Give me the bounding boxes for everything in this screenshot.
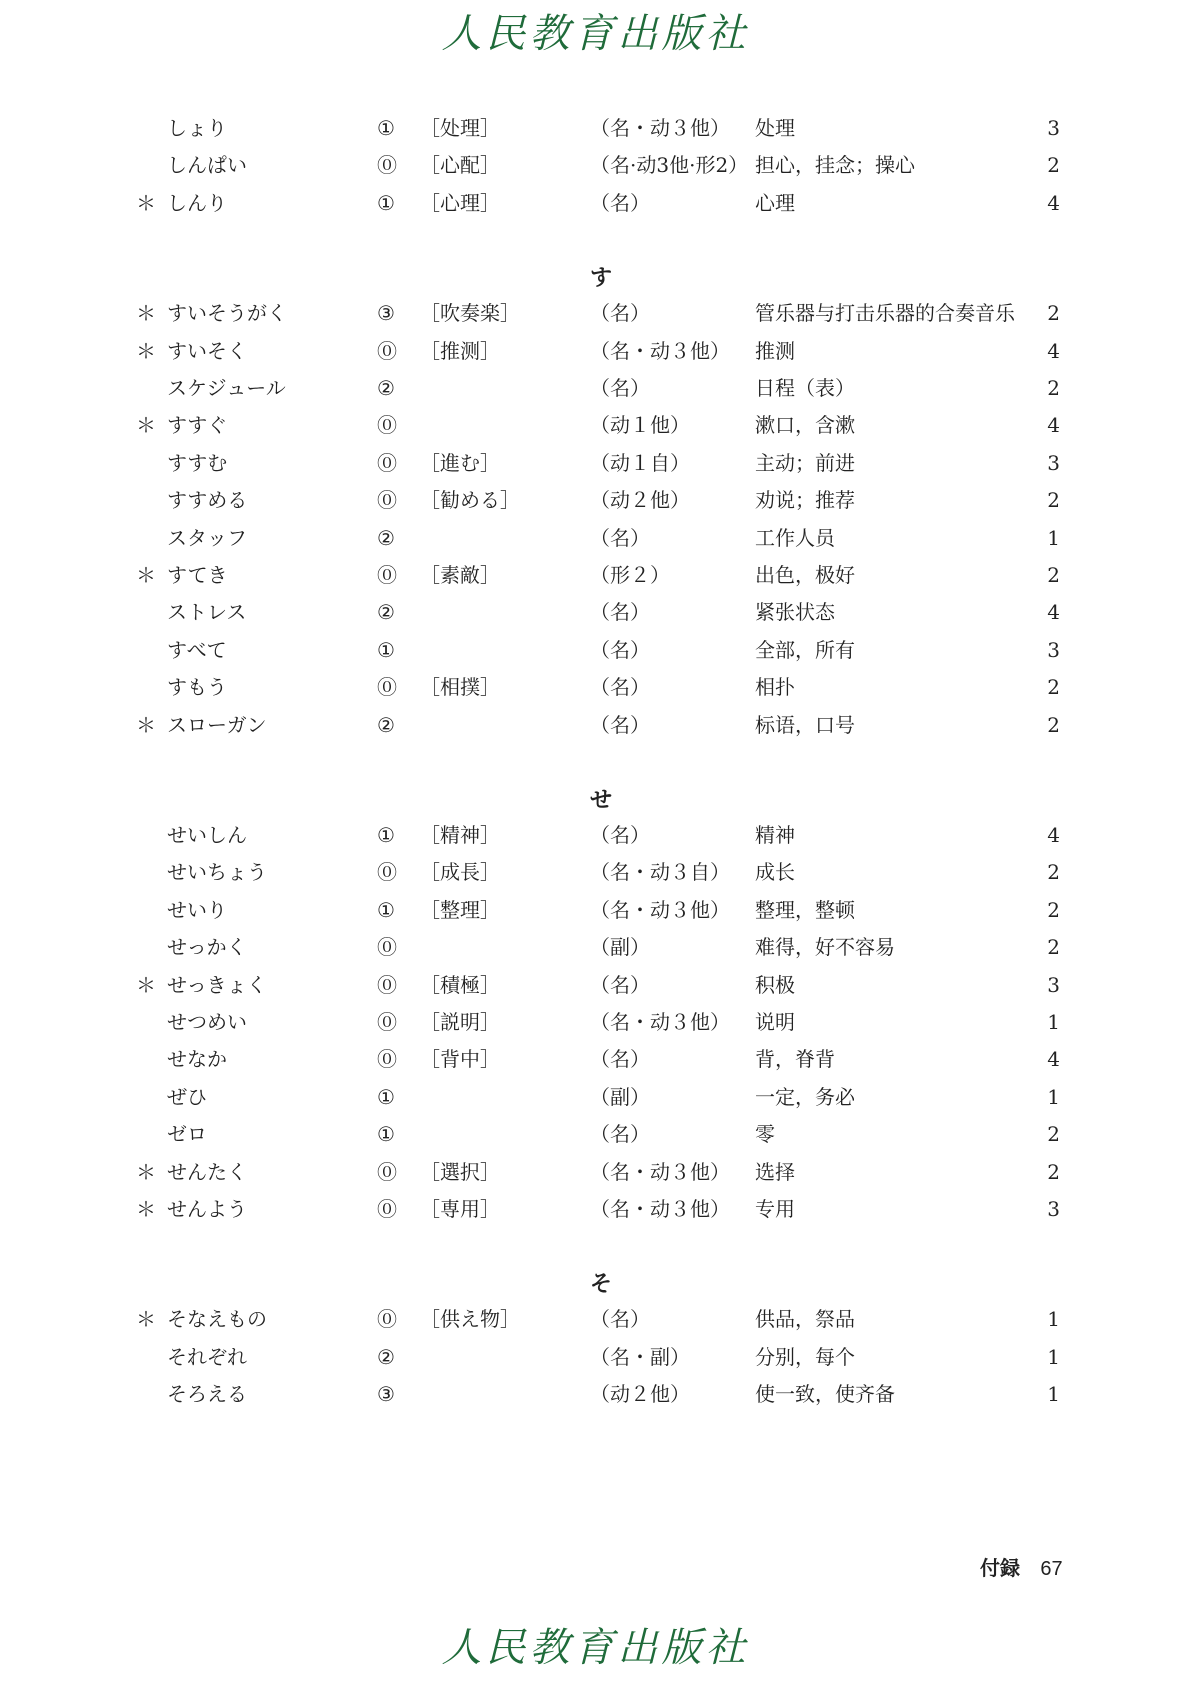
entry-pos: （名）	[590, 525, 650, 550]
entry-star: ＊	[136, 712, 156, 737]
entry-kanji: ［供え物］	[420, 1307, 520, 1332]
entry-meaning: 主动；前进	[755, 450, 855, 475]
entry-reading: せいり	[167, 897, 227, 922]
entry-level: 2	[1047, 712, 1060, 737]
entry-meaning: 担心，挂念；操心	[755, 153, 915, 178]
entry-accent: ⓪	[377, 1197, 397, 1221]
entry-pos: （名）	[590, 972, 650, 997]
entry-pos: （名）	[590, 1307, 650, 1332]
entry-reading: すすむ	[167, 450, 228, 475]
entry-meaning: 一定，务必	[755, 1084, 855, 1109]
entry-reading: すもう	[167, 675, 227, 700]
entry-reading: ぜひ	[167, 1084, 207, 1109]
entry-meaning: 积极	[755, 972, 795, 997]
entry-level: 2	[1047, 301, 1060, 326]
entry-meaning: 背，脊背	[755, 1047, 835, 1072]
entry-level: 4	[1047, 823, 1060, 847]
entry-accent: ⓪	[377, 972, 397, 997]
entry-kanji: ［素敵］	[420, 563, 500, 587]
entry-kanji: ［心配］	[420, 153, 500, 178]
entry-meaning: 供品，祭品	[755, 1307, 855, 1332]
entry-accent: ②	[377, 376, 395, 400]
entry-meaning: 出色，极好	[755, 563, 855, 587]
entry-meaning: 使一致，使齐备	[755, 1382, 895, 1407]
entry-accent: ①	[377, 1122, 395, 1147]
entry-accent: ①	[377, 1084, 395, 1109]
entry-reading: せっきょく	[167, 972, 267, 997]
entry-level: 2	[1047, 675, 1060, 700]
vocab-entry	[0, 1304, 1191, 1334]
vocab-entry	[0, 932, 1191, 962]
entry-pos: （名）	[590, 637, 650, 662]
entry-accent: ⓪	[377, 450, 397, 475]
entry-level: 1	[1047, 525, 1060, 550]
entry-pos: （动１自）	[590, 450, 690, 475]
entry-level: 2	[1047, 376, 1060, 400]
entry-kanji: ［進む］	[420, 450, 500, 475]
vocab-entry	[0, 1044, 1191, 1074]
vocab-entry	[0, 970, 1191, 1000]
publisher-logo-bottom: 人民教育出版社	[441, 1625, 750, 1671]
entry-reading: せなか	[167, 1047, 227, 1072]
entry-accent: ⓪	[377, 413, 397, 438]
entry-level: 1	[1047, 1307, 1060, 1332]
entry-reading: すすぐ	[167, 413, 228, 438]
footer-label: 付録	[980, 1556, 1020, 1580]
entry-accent: ⓪	[377, 1307, 397, 1332]
entry-meaning: 分别，每个	[755, 1344, 855, 1369]
entry-meaning: 说明	[755, 1010, 795, 1034]
entry-kanji: ［精神］	[420, 823, 500, 847]
entry-pos: （动１他）	[590, 413, 690, 438]
entry-accent: ①	[377, 116, 395, 140]
entry-pos: （名）	[590, 675, 650, 700]
page-footer	[980, 1553, 1063, 1584]
entry-reading: そなえもの	[167, 1307, 267, 1332]
entry-star: ＊	[136, 1307, 156, 1332]
entry-level: 1	[1047, 1084, 1060, 1109]
entry-kanji: ［積極］	[420, 972, 500, 997]
entry-star: ＊	[136, 190, 156, 215]
entry-pos: （名·动3他·形2）	[590, 153, 749, 178]
entry-reading: それぞれ	[167, 1344, 247, 1369]
entry-level: 1	[1047, 1344, 1060, 1369]
entry-accent: ⓪	[377, 1159, 397, 1184]
entry-kanji: ［選択］	[420, 1159, 500, 1184]
entry-meaning: 漱口，含漱	[755, 413, 855, 438]
entry-level: 2	[1047, 860, 1060, 885]
entry-meaning: 推测	[755, 338, 795, 363]
section-heading: す	[590, 265, 613, 292]
entry-meaning: 专用	[755, 1197, 795, 1221]
entry-pos: （名）	[590, 1047, 650, 1072]
entry-meaning: 全部，所有	[755, 637, 855, 662]
vocab-entry	[0, 1157, 1191, 1187]
entry-accent: ②	[377, 712, 395, 737]
section-heading: そ	[590, 1271, 613, 1298]
entry-reading: すすめる	[167, 488, 248, 513]
entry-meaning: 精神	[755, 823, 795, 847]
entry-star: ＊	[136, 1159, 156, 1184]
vocab-entry	[0, 1342, 1191, 1372]
entry-kanji: ［心理］	[420, 190, 500, 215]
entry-kanji: ［整理］	[420, 897, 500, 922]
vocab-entry	[0, 1082, 1191, 1112]
entry-kanji: ［相撲］	[420, 675, 500, 700]
vocab-entry	[0, 895, 1191, 925]
entry-accent: ⓪	[377, 675, 397, 700]
vocab-entry	[0, 188, 1191, 218]
entry-reading: スローガン	[167, 712, 267, 737]
vocab-entry	[0, 820, 1191, 850]
entry-pos: （名）	[590, 376, 650, 400]
entry-pos: （名・动３自）	[590, 860, 730, 885]
entry-pos: （动２他）	[590, 488, 690, 513]
entry-star: ＊	[136, 972, 156, 997]
entry-meaning: 选择	[755, 1159, 795, 1184]
vocab-entry	[0, 448, 1191, 478]
entry-accent: ⓪	[377, 860, 397, 885]
entry-accent: ⓪	[377, 935, 397, 960]
entry-meaning: 成长	[755, 860, 795, 885]
entry-accent: ⓪	[377, 338, 397, 363]
entry-pos: （形２）	[590, 563, 670, 587]
entry-meaning: 相扑	[755, 675, 795, 700]
entry-meaning: 管乐器与打击乐器的合奏音乐	[755, 301, 1015, 326]
entry-star: ＊	[136, 301, 156, 326]
entry-kanji: ［勧める］	[420, 488, 520, 513]
entry-pos: （动２他）	[590, 1382, 690, 1407]
entry-reading: しんぱい	[167, 153, 247, 178]
entry-accent: ③	[377, 301, 395, 326]
vocab-entry	[0, 336, 1191, 366]
entry-level: 3	[1047, 1197, 1060, 1221]
entry-accent: ⓪	[377, 153, 397, 178]
entry-pos: （名・动３他）	[590, 1159, 730, 1184]
entry-level: 4	[1047, 1047, 1060, 1072]
vocab-entry	[0, 150, 1191, 180]
entry-level: 3	[1047, 972, 1060, 997]
entry-level: 3	[1047, 116, 1060, 140]
vocab-entry	[0, 1119, 1191, 1149]
entry-accent: ②	[377, 525, 395, 550]
entry-reading: スタッフ	[167, 525, 247, 550]
entry-reading: すべて	[167, 637, 227, 662]
entry-kanji: ［説明］	[420, 1010, 500, 1034]
entry-meaning: 心理	[755, 190, 795, 215]
entry-reading: しんり	[167, 190, 227, 215]
entry-pos: （名・动３他）	[590, 338, 730, 363]
entry-meaning: 处理	[755, 116, 795, 140]
entry-accent: ①	[377, 190, 395, 215]
section-heading: せ	[590, 787, 613, 813]
entry-kanji: ［吹奏楽］	[420, 301, 520, 326]
vocab-entry	[0, 672, 1191, 702]
entry-accent: ①	[377, 637, 395, 662]
entry-level: 2	[1047, 897, 1060, 922]
entry-meaning: 标语，口号	[755, 712, 855, 737]
entry-reading: せいしん	[167, 823, 247, 847]
entry-pos: （名）	[590, 823, 650, 847]
entry-meaning: 工作人员	[755, 525, 835, 550]
vocab-entry	[0, 410, 1191, 440]
entry-meaning: 零	[755, 1122, 775, 1147]
entry-pos: （名）	[590, 600, 650, 625]
entry-accent: ⓪	[377, 1010, 397, 1034]
entry-meaning: 整理，整顿	[755, 897, 855, 922]
entry-level: 1	[1047, 1010, 1060, 1034]
entry-level: 4	[1047, 338, 1060, 363]
entry-reading: すてき	[167, 563, 228, 587]
entry-meaning: 难得，好不容易	[755, 935, 895, 960]
entry-reading: ストレス	[167, 600, 247, 625]
entry-reading: しょり	[167, 116, 227, 140]
entry-accent: ①	[377, 897, 395, 922]
entry-level: 4	[1047, 190, 1060, 215]
entry-reading: ゼロ	[167, 1122, 207, 1147]
entry-accent: ⓪	[377, 1047, 397, 1072]
vocab-entry	[0, 1007, 1191, 1037]
entry-pos: （名・动３他）	[590, 1010, 730, 1034]
entry-pos: （名・动３他）	[590, 897, 730, 922]
vocab-entry	[0, 597, 1191, 627]
entry-accent: ⓪	[377, 488, 397, 513]
entry-level: 2	[1047, 488, 1060, 513]
vocab-entry	[0, 523, 1191, 553]
entry-level: 1	[1047, 1382, 1060, 1407]
entry-pos: （名）	[590, 190, 650, 215]
entry-level: 2	[1047, 1122, 1060, 1147]
vocab-entry	[0, 113, 1191, 143]
vocab-entry	[0, 373, 1191, 403]
entry-level: 3	[1047, 637, 1060, 662]
entry-accent: ③	[377, 1382, 395, 1407]
entry-accent: ⓪	[377, 563, 397, 587]
entry-star: ＊	[136, 338, 156, 363]
entry-reading: せつめい	[167, 1010, 247, 1034]
entry-level: 2	[1047, 935, 1060, 960]
entry-reading: せいちょう	[167, 860, 267, 885]
entry-pos: （名・动３他）	[590, 1197, 730, 1221]
entry-kanji: ［成長］	[420, 860, 500, 885]
entry-reading: せんたく	[167, 1159, 247, 1184]
entry-reading: せんよう	[167, 1197, 247, 1221]
entry-kanji: ［推测］	[420, 338, 500, 363]
vocab-entry	[0, 560, 1191, 590]
page-number: 67	[1040, 1558, 1063, 1580]
vocab-entry	[0, 1379, 1191, 1409]
vocab-entry	[0, 485, 1191, 515]
entry-pos: （名）	[590, 1122, 650, 1147]
entry-kanji: ［専用］	[420, 1197, 500, 1221]
entry-meaning: 劝说；推荐	[755, 488, 855, 513]
entry-star: ＊	[136, 1197, 156, 1221]
entry-pos: （名・动３他）	[590, 116, 730, 140]
entry-pos: （名）	[590, 712, 650, 737]
entry-reading: せっかく	[167, 935, 247, 960]
entry-star: ＊	[136, 413, 156, 438]
entry-meaning: 日程（表）	[755, 376, 855, 400]
publisher-logo: 人民教育出版社	[441, 11, 750, 57]
vocab-entry	[0, 635, 1191, 665]
entry-accent: ②	[377, 600, 395, 625]
entry-level: 4	[1047, 413, 1060, 438]
entry-reading: すいそく	[167, 338, 247, 363]
entry-meaning: 紧张状态	[755, 600, 835, 625]
entry-pos: （副）	[590, 1084, 650, 1109]
entry-pos: （副）	[590, 935, 650, 960]
entry-pos: （名・副）	[590, 1344, 690, 1369]
entry-reading: スケジュール	[167, 376, 286, 400]
vocab-entry	[0, 298, 1191, 328]
entry-level: 2	[1047, 153, 1060, 178]
entry-reading: すいそうがく	[167, 301, 287, 326]
vocab-entry	[0, 1194, 1191, 1224]
entry-kanji: ［处理］	[420, 116, 500, 140]
entry-accent: ②	[377, 1344, 395, 1369]
entry-level: 2	[1047, 1159, 1060, 1184]
entry-level: 3	[1047, 450, 1060, 475]
entry-level: 4	[1047, 600, 1060, 625]
entry-kanji: ［背中］	[420, 1047, 500, 1072]
entry-level: 2	[1047, 563, 1060, 587]
vocab-entry	[0, 710, 1191, 740]
entry-pos: （名）	[590, 301, 650, 326]
entry-star: ＊	[136, 563, 156, 587]
entry-reading: そろえる	[167, 1382, 247, 1407]
vocab-entry	[0, 857, 1191, 887]
entry-accent: ①	[377, 823, 395, 847]
